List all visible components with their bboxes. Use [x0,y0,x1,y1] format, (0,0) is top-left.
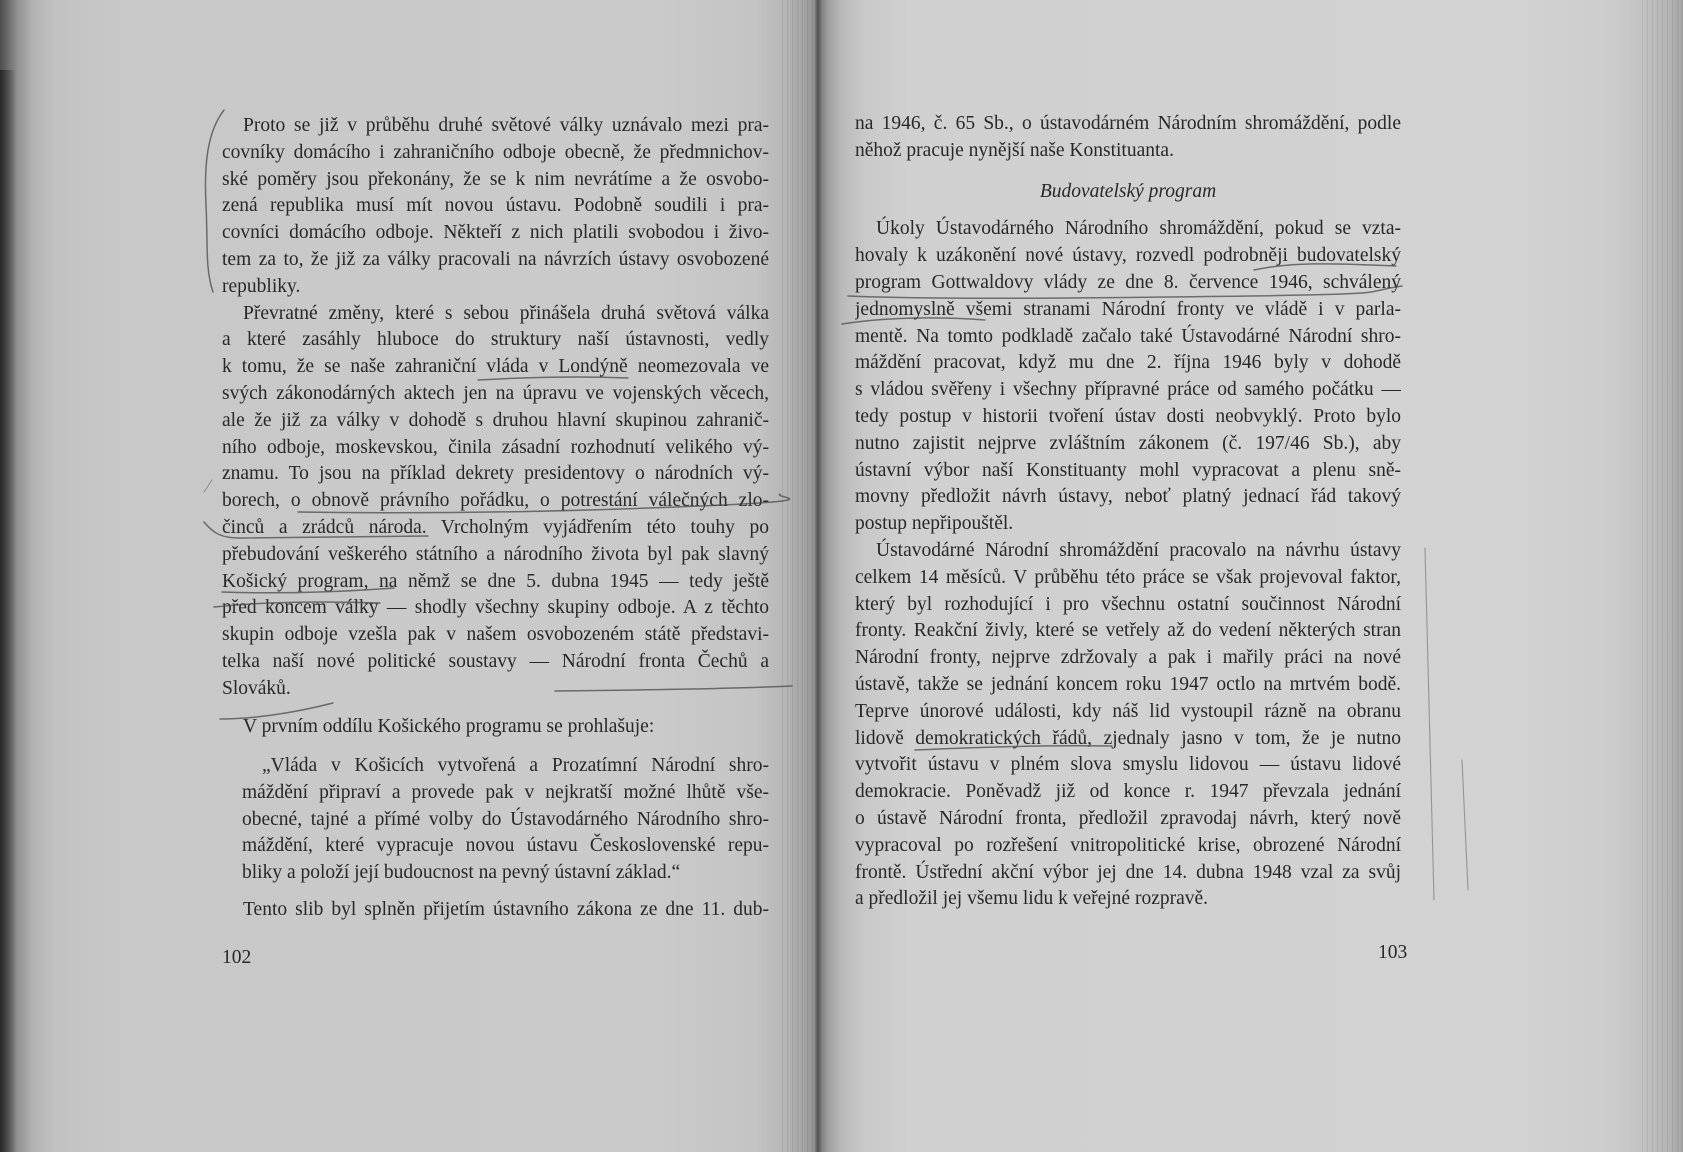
paragraph [222,301,769,703]
page-edge-stripes [1642,0,1683,1152]
text-line: ního odboje, moskevskou, činila zásadní rozhodnutí velikého vý- [222,436,769,458]
text-line: s vládou svěřeny i všechny přípravné práce od samého počátku — [855,379,1401,401]
text-line: program Gottwaldovy vlády ze dne 8. července 1946, schválený [855,271,1401,293]
text-line: k tomu, že se naše zahraniční vláda v Londýně neomezovala ve [222,356,769,378]
text-line: covníky domácího i zahraničního odboje obecně, že předmnichov- [222,141,769,163]
text-line: znamu. To jsou na příklad dekrety presidentovy o národních vý- [222,463,769,485]
quotation [222,753,769,887]
text-line: máždění připraví a provede pak v nejkratší možné lhůtě vše- [242,781,769,803]
paragraph [855,538,1401,913]
text-line: Košický program, na němž se dne 5. dubna 1945 — tedy ještě [222,570,769,592]
text-line: ústavní výbor naší Konstituanty mohl vypracovat a plenu sně- [855,459,1401,481]
text-line: mentě. Na tomto podkladě začalo také Ústavodárné Národní shro- [855,325,1401,347]
text-line: republiky. [222,275,301,297]
text-line: demokracie. Poněvadž již od konce r. 1947 převzala jednání [855,781,1401,803]
text-line: ské poměry jsou překonány, že se k nim nevrátíme a že osvobo- [222,168,769,190]
left-page [0,0,820,1152]
text-line: skupin odboje vzešla pak v našem osvobozeném státě představi- [222,624,769,646]
text-line: frontě. Ústřední akční výbor jej dne 14. dubna 1948 vzal za svůj [855,861,1401,883]
text-line: „Vláda v Košicích vytvořená a Prozatímní Národní shro- [262,754,769,776]
paragraph [855,216,1401,538]
text-line: Převratné změny, které s sebou přinášela druhá světová válka [243,302,769,324]
right-page-text [855,111,1401,913]
text-line: movny předložit návrh ústavy, neboť platný jednací řád takový [855,486,1401,508]
text-line: Slováků. [222,677,291,699]
text-line: V prvním oddílu Košického programu se prohlašuje: [243,715,655,737]
text-line: ale že již za války v dohodě s druhou hlavní skupinou zahranič- [222,409,769,431]
left-page-text [222,113,769,924]
text-line: zená republika musí mít novou ústavu. Podobně soudili i pra- [222,195,769,217]
text-line: fronty. Reakční živly, které se vetřely až do vedení některých stran [855,620,1401,642]
right-page [820,0,1683,1152]
text-line: a které zasáhly hluboce do struktury naší ústavnosti, vedly [222,329,769,351]
text-line: covníci domácího odboje. Někteří z nich platili svobodou i živo- [222,222,769,244]
continued-paragraph [855,111,1401,165]
page-number: 103 [1378,942,1408,963]
text-line: který byl rozhodující i pro všechnu ostatní součinnost Národní [855,593,1401,615]
text-line: vytvořit ústavu v plném slova smyslu lidovou — ústavu lidové [855,754,1401,776]
section-heading: Budovatelský program [1039,180,1217,202]
text-line: Teprve únorové události, kdy náš lid vystoupil rázně na obranu [855,700,1401,722]
text-line: na 1946, č. 65 Sb., o ústavodárném Národním shromáždění, podle [855,113,1401,134]
text-line: telka naší nové politické soustavy — Národní fronta Čechů a [222,650,769,672]
text-line: a předložil jej všemu lidu k veřejné rozpravě. [855,888,1209,910]
text-line: lidově demokratických řádů, zjednaly jasno v tom, že je nutno [855,727,1401,749]
text-line: vypracoval po rozřešení vnitropolitické krise, obrozené Národní [855,834,1401,856]
text-line: něhož pracuje nynější naše Konstituanta. [855,139,1174,161]
text-line: máždění pracovat, když mu dne 2. října 1946 byly v dohodě [855,352,1401,374]
text-line: Ústavodárné Národní shromáždění pracovalo na návrhu ústavy [876,539,1401,561]
text-line: jednomyslně všemi stranami Národní fronty ve vládě i v parla- [855,298,1401,320]
text-line: celkem 14 měsíců. V průběhu této práce se však projevoval faktor, [855,566,1401,588]
text-line: před koncem války — shodly všechny skupiny odboje. A z těchto [222,597,769,619]
text-line: tem za to, že již za války pracovali na návrzích ústavy osvobozené [222,248,769,270]
page-number: 102 [222,947,252,968]
text-line: hovaly k uzákonění nové ústavy, rozvedl podrobněji budovatelský [855,245,1401,267]
binding-shadow [0,70,16,1152]
text-line: přebudování veškerého státního a národního života byl pak slavný [222,543,769,565]
paragraph [222,714,769,741]
text-line: činců a zrádců národa. Vrcholným vyjádřením této touhy po [222,516,769,538]
text-line: obecné, tajné a přímé volby do Ústavodárného Národního shro- [242,808,769,830]
text-line: svých zákonodárných aktech jen na úpravu ve vojenských věcech, [222,382,769,404]
text-line: nutno zajistit nejprve zvláštním zákonem (č. 197/46 Sb.), aby [855,432,1401,454]
text-line: máždění, které vypracuje novou ústavu Československé repu- [242,835,769,857]
text-line: tedy postup v historii tvoření ústav dosti neobvyklý. Proto bylo [855,405,1401,427]
text-line: borech, o obnově právního pořádku, o potrestání válečných zlo- [222,490,769,512]
paragraph [222,897,769,924]
text-line: Národní fronty, nejprve zdržovaly a pak i mařily práci na nové [855,647,1401,669]
text-line: o ústavě Národní fronta, předložil zpravodaj návrh, který nově [855,807,1401,829]
page-edge-stripes [782,0,818,1152]
text-line: bliky a položí její budoucnost na pevný ústavní základ.“ [242,862,681,884]
text-line: postup nepřipouštěl. [855,513,1014,535]
text-line: Tento slib byl splněn přijetím ústavního zákona ze dne 11. dub- [243,898,769,920]
paragraph [222,113,769,301]
text-line: ústavě, takže se jednání koncem roku 1947 octlo na mrtvém bodě. [855,673,1401,695]
book-gutter [815,0,821,1152]
text-line: Proto se již v průběhu druhé světové války uznávalo mezi pra- [243,115,769,136]
text-line: Úkoly Ústavodárného Národního shromáždění, pokud se vzta- [876,218,1401,240]
